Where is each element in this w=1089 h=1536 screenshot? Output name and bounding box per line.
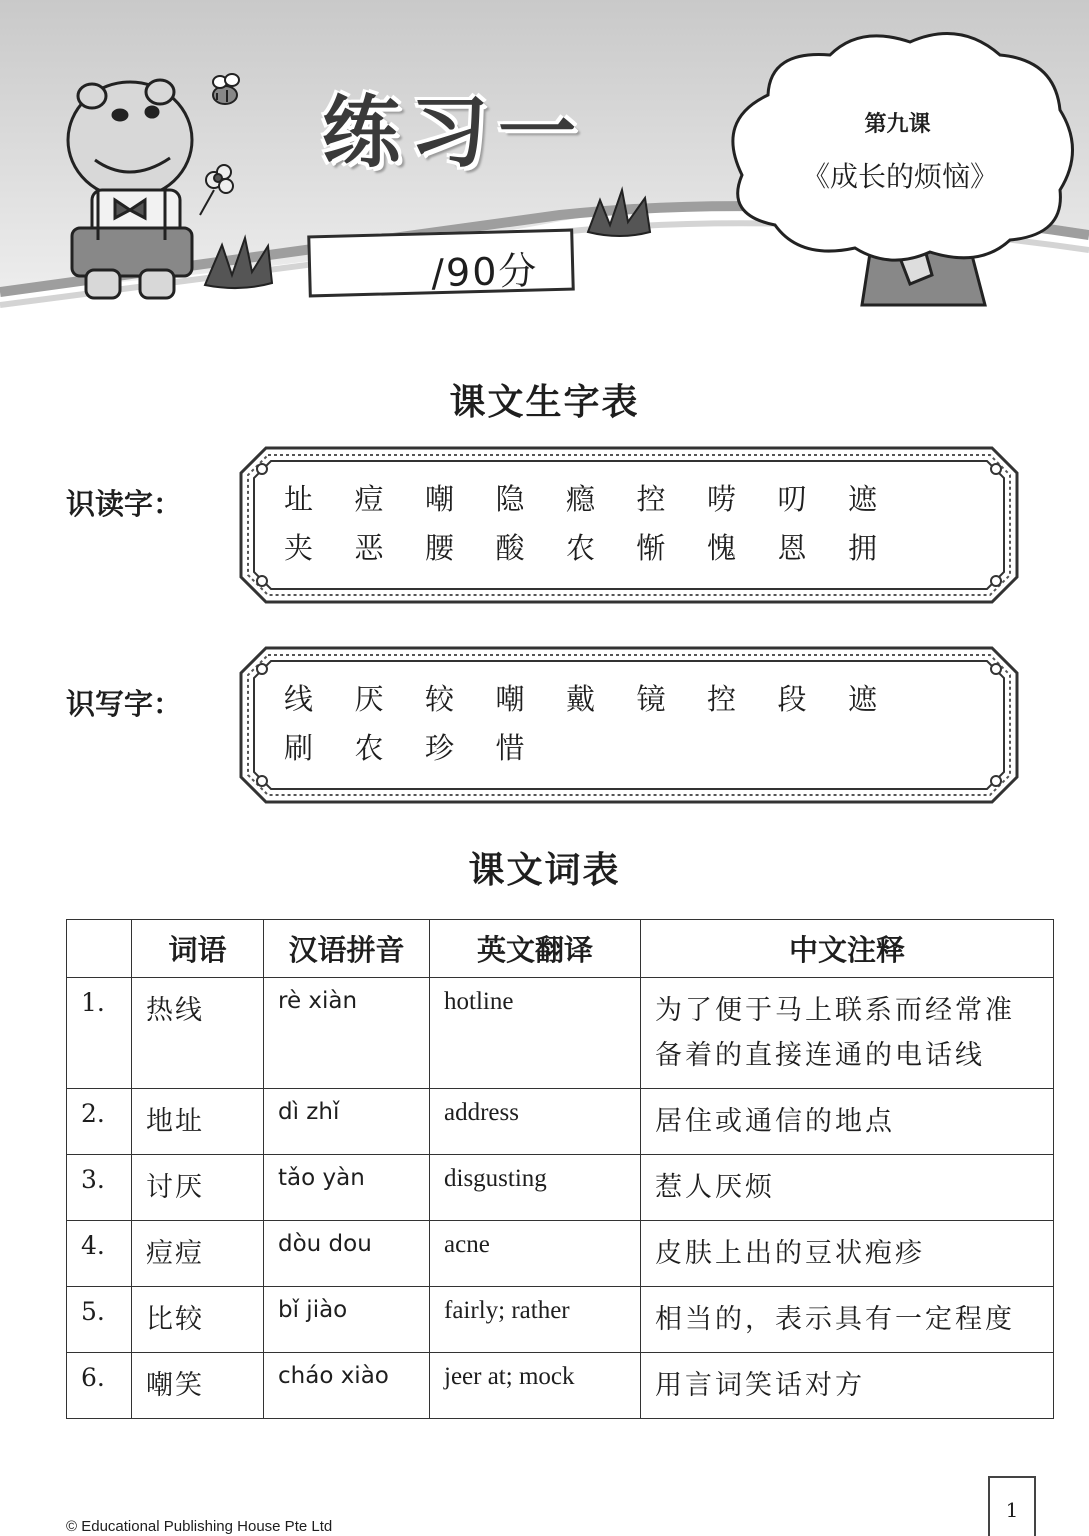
char-item: 农: [566, 531, 596, 565]
char-item: 拥: [848, 531, 878, 565]
row-word: 地址: [132, 1089, 264, 1155]
char-item: 遮: [848, 482, 878, 516]
row-pinyin: rè xiàn: [264, 978, 430, 1089]
col-header-word: 词语: [132, 920, 264, 978]
row-number: 4.: [67, 1221, 132, 1287]
row-english: disgusting: [430, 1155, 641, 1221]
char-item: 嘲: [425, 482, 455, 516]
vocab-row: [67, 978, 1054, 1089]
char-item: 控: [636, 482, 666, 516]
tree-cloud-canopy: [733, 34, 1073, 261]
reading-chars-frame: [238, 445, 1020, 605]
row-word: 热线: [132, 978, 264, 1089]
row-meaning: 相当的，表示具有一定程度: [641, 1287, 1054, 1353]
writing-chars-grid: [284, 677, 984, 775]
char-item: 腰: [425, 531, 455, 565]
char-item: 叨: [777, 482, 807, 516]
char-item: 控: [707, 682, 737, 716]
char-item: 瘾: [566, 482, 596, 516]
row-meaning: 皮肤上出的豆状疱疹: [641, 1221, 1054, 1287]
row-english: jeer at; mock: [430, 1353, 641, 1419]
char-item: 农: [354, 731, 384, 765]
row-english: fairly; rather: [430, 1287, 641, 1353]
vocab-row: [67, 1155, 1054, 1221]
char-item: 戴: [566, 682, 596, 716]
characters-heading: 课文生字表: [449, 382, 640, 423]
vocab-row: [67, 1221, 1054, 1287]
row-pinyin: tǎo yàn: [264, 1155, 430, 1221]
char-item: 较: [425, 682, 455, 716]
char-item: 珍: [425, 731, 455, 765]
col-header-meaning: 中文注释: [641, 920, 1054, 978]
bee-icon: [213, 74, 239, 104]
vocab-heading: 课文词表: [468, 850, 621, 891]
row-meaning: 居住或通信的地点: [641, 1089, 1054, 1155]
row-number: 1.: [67, 978, 132, 1089]
row-english: hotline: [430, 978, 641, 1089]
score-total: /90分: [430, 248, 539, 296]
char-item: 段: [777, 682, 807, 716]
col-header-pinyin: 汉语拼音: [264, 920, 430, 978]
copyright: © Educational Publishing House Pte Ltd: [66, 1518, 333, 1535]
vocab-header-row: [67, 920, 1054, 978]
char-item: 厌: [354, 682, 384, 716]
row-meaning: 惹人厌烦: [641, 1155, 1054, 1221]
row-word: 嘲笑: [132, 1353, 264, 1419]
row-pinyin: dì zhǐ: [264, 1089, 430, 1155]
char-item: 愧: [707, 531, 737, 565]
row-word: 讨厌: [132, 1155, 264, 1221]
char-item: 惜: [495, 731, 525, 765]
score-box: [307, 229, 575, 298]
row-number: 6.: [67, 1353, 132, 1419]
vocab-table: [66, 919, 1054, 1419]
row-word: 痘痘: [132, 1221, 264, 1287]
char-item: 镜: [636, 682, 666, 716]
vocab-row: [67, 1089, 1054, 1155]
row-meaning: 为了便于马上联系而经常准备着的直接连通的电话线: [641, 978, 1054, 1089]
char-item: 隐: [495, 482, 525, 516]
page-number: 1: [988, 1476, 1036, 1536]
char-item: 惭: [636, 531, 666, 565]
reading-chars-label: 识读字：: [66, 487, 183, 521]
char-item: 夹: [284, 531, 314, 565]
row-pinyin: bǐ jiào: [264, 1287, 430, 1353]
col-header-english: 英文翻译: [430, 920, 641, 978]
exercise-title: 练习一: [322, 88, 587, 178]
row-meaning: 用言词笑话对方: [641, 1353, 1054, 1419]
row-english: address: [430, 1089, 641, 1155]
vocab-row: [67, 1353, 1054, 1419]
row-pinyin: dòu dou: [264, 1221, 430, 1287]
char-item: 嘲: [495, 682, 525, 716]
vocab-row: [67, 1287, 1054, 1353]
lesson-title: 《成长的烦恼》: [801, 160, 998, 193]
writing-chars-label: 识写字：: [66, 687, 183, 721]
char-item: 址: [284, 482, 314, 516]
col-header-number: [67, 920, 132, 978]
header-banner: [0, 0, 1089, 320]
char-item: 痘: [354, 482, 384, 516]
char-item: 恶: [354, 531, 384, 565]
char-item: 线: [284, 682, 314, 716]
row-word: 比较: [132, 1287, 264, 1353]
row-number: 2.: [67, 1089, 132, 1155]
char-item: 遮: [848, 682, 878, 716]
row-english: acne: [430, 1221, 641, 1287]
char-item: 刷: [284, 731, 314, 765]
reading-chars-grid: [284, 477, 984, 575]
char-item: 酸: [495, 531, 525, 565]
lesson-number: 第九课: [864, 112, 931, 137]
row-number: 3.: [67, 1155, 132, 1221]
row-pinyin: cháo xiào: [264, 1353, 430, 1419]
writing-chars-frame: [238, 645, 1020, 805]
row-number: 5.: [67, 1287, 132, 1353]
char-item: 恩: [777, 531, 807, 565]
char-item: 唠: [707, 482, 737, 516]
